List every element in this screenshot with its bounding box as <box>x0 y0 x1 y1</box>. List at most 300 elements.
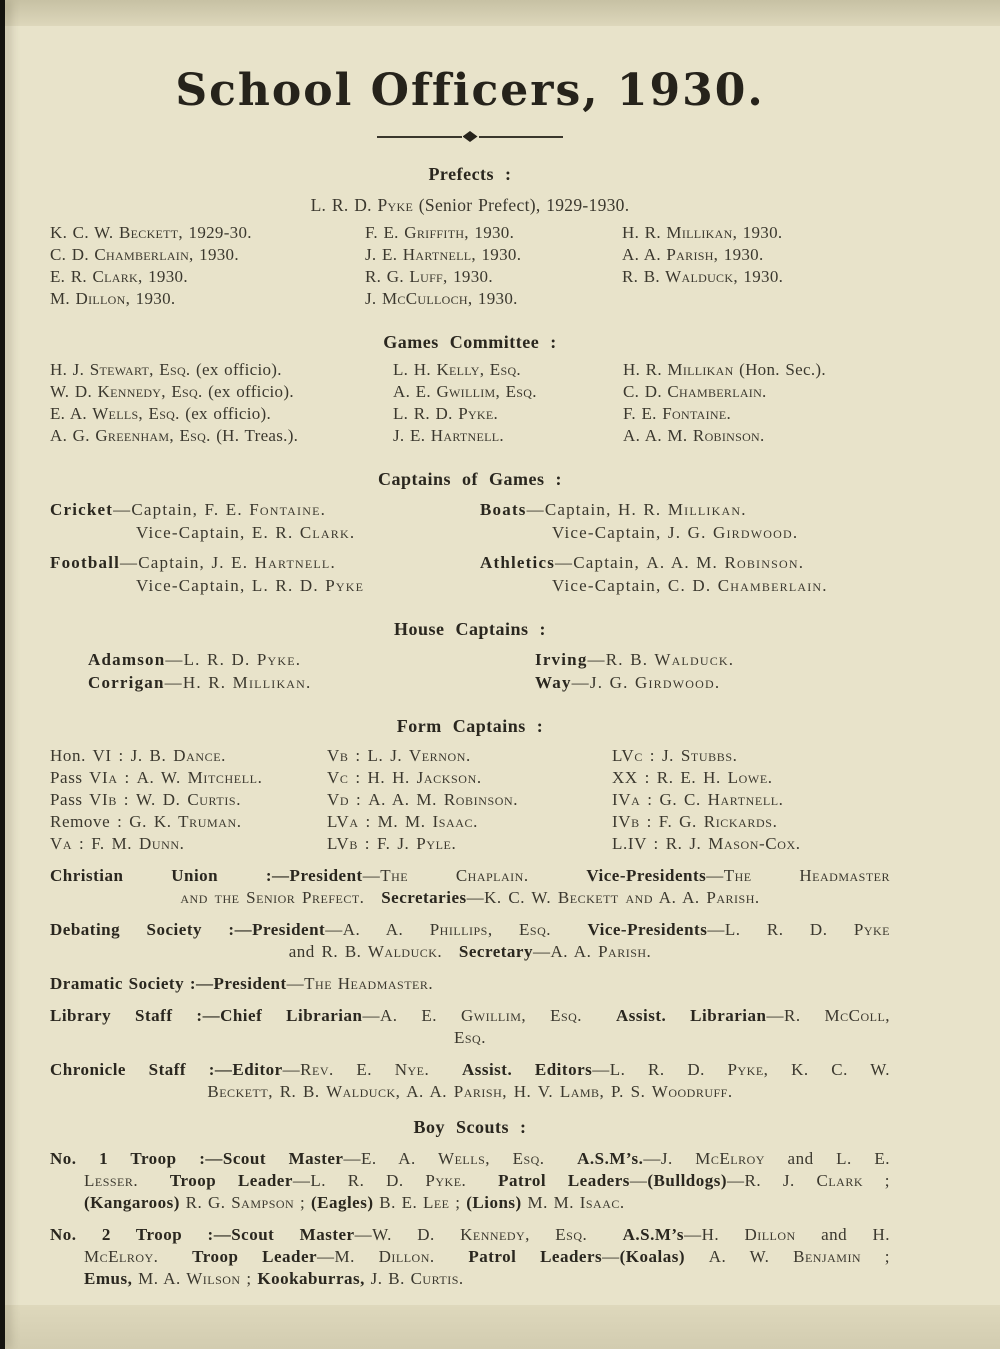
text-run: H. J. Stewart, Esq. <box>50 360 191 379</box>
text-run: (Bulldogs) <box>647 1171 728 1190</box>
committee-member-line <box>393 381 623 403</box>
bottom-edge-band <box>0 1305 1000 1349</box>
text-run: Boats <box>480 500 527 519</box>
text-run: Rev. E. Nye. <box>300 1060 430 1079</box>
text-run: a <box>108 768 118 787</box>
text-run: — <box>592 1060 610 1079</box>
text-run: H. R. Millikan <box>623 360 734 379</box>
text-run: LV <box>327 812 350 831</box>
text-run: E. R. Clark, 1930. <box>50 267 188 286</box>
text-run: The Headmaster <box>723 866 890 885</box>
text-run: F. E. Fontaine. <box>204 500 327 519</box>
text-run: Lesser. <box>84 1171 139 1190</box>
committee-column-1 <box>50 359 393 447</box>
text-run: L.IV : <box>612 834 666 853</box>
text-run: Beckett, R. B. Walduck, A. A. Parish, H. V. Lamb, P. S. Woodruff. <box>207 1082 733 1101</box>
text-run: C. D. Chamberlain. <box>623 382 767 401</box>
house-column-right <box>535 648 890 694</box>
text-run <box>587 1225 622 1244</box>
prefect-line <box>365 288 622 310</box>
text-run: c <box>634 746 643 765</box>
form-column-1 <box>50 745 327 855</box>
text-run: a <box>62 834 73 853</box>
library-staff-paragraph <box>50 1005 890 1049</box>
prefect-line <box>622 266 890 288</box>
text-run: Vice-Captain, <box>136 576 252 595</box>
troop-line <box>50 1148 890 1170</box>
prefects-column-3 <box>622 222 890 310</box>
text-run: Adamson <box>88 650 166 669</box>
text-run: R. E. H. Lowe. <box>656 768 773 787</box>
text-run: Secretaries <box>381 888 467 907</box>
house-column-left <box>88 648 535 694</box>
games-committee-heading: Games Committee : <box>383 332 557 352</box>
captain-entry-cricket <box>50 498 480 544</box>
text-run: — <box>571 673 590 692</box>
text-run: — <box>317 1247 335 1266</box>
christian-union-paragraph <box>50 865 890 909</box>
committee-member-line <box>623 403 890 425</box>
committee-member-line <box>393 425 623 447</box>
text-run: K. C. W. Beckett and A. A. Parish. <box>484 888 760 907</box>
text-run: H. H. Jackson. <box>367 768 482 787</box>
text-run: Christian Union :—President <box>50 866 363 885</box>
vice-captain-line <box>480 521 890 544</box>
text-run: A. G. Greenham, Esq. <box>50 426 211 445</box>
text-run: : <box>348 746 368 765</box>
text-run: A. W. Benjamin ; <box>708 1247 891 1266</box>
text-run: J. E. Hartnell. <box>393 426 504 445</box>
text-run: A. A. Parish. <box>550 942 652 961</box>
text-run: (Koalas) <box>619 1247 686 1266</box>
form-captain-line <box>612 833 890 855</box>
text-run: —Captain, <box>526 500 619 519</box>
text-run: Cricket <box>50 500 114 519</box>
text-run: Troop Leader <box>169 1171 293 1190</box>
text-run <box>364 888 381 907</box>
text-run: Corrigan <box>88 673 165 692</box>
text-run: —Captain, <box>555 553 647 572</box>
captain-entry-football <box>50 551 480 597</box>
committee-member-line <box>393 403 623 425</box>
text-run: ; <box>240 1269 258 1288</box>
text-run: — <box>466 888 485 907</box>
house-captains-heading: House Captains : <box>393 619 547 639</box>
text-run: The Chaplain. <box>380 866 529 885</box>
text-run: L. H. Kelly, Esq. <box>393 360 521 379</box>
text-run: J. McCulloch, 1930. <box>365 289 518 308</box>
diamond-ornament <box>463 131 478 142</box>
society-line <box>50 973 890 995</box>
prefects-heading: Prefects : <box>428 164 512 184</box>
text-run: — <box>354 1225 373 1244</box>
text-run: b <box>631 812 640 831</box>
divider-line <box>377 136 462 138</box>
text-run: — <box>707 920 725 939</box>
committee-member-line <box>50 425 393 447</box>
text-run: J. McElroy <box>660 1149 765 1168</box>
troop-line <box>50 1224 890 1246</box>
text-run: J. Stubbs. <box>661 746 738 765</box>
society-line <box>50 1081 890 1103</box>
text-run: and <box>795 1225 873 1244</box>
text-run: IV <box>612 812 632 831</box>
committee-member-line <box>623 381 890 403</box>
text-run: F. M. Dunn. <box>91 834 185 853</box>
text-run: Debating Society :—President <box>50 920 326 939</box>
form-column-3 <box>612 745 890 855</box>
text-run: V <box>327 768 340 787</box>
text-run: : <box>117 768 137 787</box>
text-run: : <box>349 790 369 809</box>
text-run: Vice-Presidents <box>587 920 708 939</box>
text-run: a <box>631 790 641 809</box>
text-run: K. C. W. Beckett, 1929-30. <box>50 223 252 242</box>
text-run: L. R. D. Pyke, K. C. W. <box>609 1060 890 1079</box>
text-run: J. G. Girdwood. <box>667 523 799 542</box>
text-run: and the Senior Prefect. <box>180 888 365 907</box>
text-run: J. G. Girdwood. <box>589 673 721 692</box>
form-captain-line <box>612 767 890 789</box>
text-run: and <box>764 1149 837 1168</box>
text-run: R. G. Sampson <box>185 1193 295 1212</box>
prefect-line <box>50 266 365 288</box>
text-run: Vice-Captain, <box>552 576 668 595</box>
troop-line <box>50 1192 890 1214</box>
text-run: Dramatic Society :—President <box>50 974 287 993</box>
society-line <box>50 1059 890 1081</box>
captains-of-games-heading: Captains of Games : <box>378 469 562 489</box>
text-run: E. A. Wells, Esq. <box>360 1149 545 1168</box>
text-run: No. 1 Troop :—Scout Master <box>50 1149 344 1168</box>
form-captain-line <box>327 833 612 855</box>
text-run: (Lions) <box>466 1193 522 1212</box>
text-run: (Hon. Sec.). <box>733 360 826 379</box>
vice-captain-line <box>50 521 480 544</box>
text-run: — <box>727 1171 745 1190</box>
form-captain-line <box>327 811 612 833</box>
text-run: — <box>164 673 183 692</box>
captain-line <box>50 551 480 574</box>
text-run: C. D. Chamberlain. <box>667 576 828 595</box>
text-run: : <box>348 768 368 787</box>
form-captain-line <box>50 745 327 767</box>
text-run: Library Staff :—Chief Librarian <box>50 1006 363 1025</box>
text-run: G. K. Truman. <box>129 812 242 831</box>
society-line <box>50 941 890 963</box>
troop-line <box>50 1268 890 1290</box>
text-run: A. A. M. Robinson. <box>623 426 765 445</box>
text-run: R. B. Walduck, 1930. <box>622 267 784 286</box>
text-run: IV <box>612 790 632 809</box>
text-run: L. E. <box>836 1149 890 1168</box>
captain-entry-boats <box>480 498 890 544</box>
form-captains-columns <box>50 745 890 855</box>
text-run: — <box>766 1006 784 1025</box>
prefect-line <box>50 244 365 266</box>
text-run: — <box>325 920 343 939</box>
text-run: H. R. Millikan, 1930. <box>622 223 783 242</box>
text-run: A.S.M’s. <box>577 1149 644 1168</box>
text-run: V <box>327 746 340 765</box>
prefect-line <box>50 222 365 244</box>
text-run: Patrol Leaders <box>468 1247 603 1266</box>
text-run: —Captain, <box>113 500 205 519</box>
prefect-line <box>365 266 622 288</box>
committee-member-line <box>50 403 393 425</box>
text-run: — <box>343 1149 361 1168</box>
text-run: H. R. Millikan. <box>182 673 312 692</box>
text-run: M. M. Isaac. <box>377 812 478 831</box>
text-run: ; <box>294 1193 311 1212</box>
form-captain-line <box>612 789 890 811</box>
text-run <box>435 1247 469 1266</box>
text-run: (H. Treas.). <box>210 426 299 445</box>
text-run: E. R. Clark. <box>251 523 356 542</box>
text-run: (ex officio). <box>190 360 282 379</box>
text-run: W. D. Kennedy, Esq. <box>50 382 203 401</box>
text-run: LV <box>612 746 635 765</box>
troop-1-paragraph <box>50 1148 890 1214</box>
text-run: J. E. Hartnell, 1930. <box>365 245 522 264</box>
text-run: L. R. D. Pyke. <box>393 404 499 423</box>
text-run: L. R. D. Pyke. <box>310 1171 467 1190</box>
text-run: — <box>362 1006 380 1025</box>
text-run: : <box>116 790 136 809</box>
text-run: — <box>602 1247 620 1266</box>
senior-prefect-line <box>50 194 890 216</box>
form-captain-line <box>612 811 890 833</box>
committee-member-line <box>623 425 890 447</box>
house-captains-columns <box>50 648 890 694</box>
text-run: : <box>72 834 92 853</box>
text-run: L. R. D. Pyke <box>724 920 890 939</box>
house-captain-line <box>535 671 890 694</box>
text-run: Secretary <box>458 942 533 961</box>
vice-captain-line <box>480 574 890 597</box>
text-run: b <box>339 746 349 765</box>
text-run <box>158 1247 192 1266</box>
text-run: No. 2 Troop :—Scout Master <box>50 1225 355 1244</box>
text-run: H. Dillon <box>701 1225 796 1244</box>
debating-society-paragraph <box>50 919 890 963</box>
text-run: : <box>642 746 662 765</box>
text-run: ; <box>449 1193 467 1212</box>
text-run: c <box>339 768 349 787</box>
text-run: Irving <box>535 650 588 669</box>
text-run: Pass VI <box>50 768 109 787</box>
text-run: A. A. Phillips, Esq. <box>342 920 551 939</box>
text-run: R. McColl, <box>783 1006 891 1025</box>
text-run: B. E. Lee <box>379 1193 450 1212</box>
text-run: Pass VI <box>50 790 109 809</box>
form-captain-line <box>50 767 327 789</box>
text-run: Kookaburras, <box>257 1269 365 1288</box>
text-run: d <box>339 790 350 809</box>
form-captain-line <box>50 833 327 855</box>
text-run: L. R. D. Pyke. <box>183 650 302 669</box>
text-run: L. J. Vernon. <box>367 746 471 765</box>
captain-line <box>50 498 480 521</box>
text-run: A. E. Gwillim, Esq. <box>393 382 537 401</box>
text-run: F. G. Rickards. <box>658 812 778 831</box>
text-run: M. M. Isaac. <box>527 1193 625 1212</box>
text-run: (Eagles) <box>310 1193 374 1212</box>
captains-columns <box>50 498 890 597</box>
text-run: L. R. D. Pyke <box>251 576 365 595</box>
text-run <box>551 920 587 939</box>
text-run: H. <box>872 1225 891 1244</box>
troop-line <box>50 1170 890 1192</box>
text-run: A. E. Gwillim, Esq. <box>379 1006 583 1025</box>
form-captain-line <box>50 811 327 833</box>
text-run: M. Dillon, 1930. <box>50 289 176 308</box>
form-column-2 <box>327 745 612 855</box>
text-run: M. A. Wilson <box>138 1269 241 1288</box>
text-run: Troop Leader <box>192 1247 318 1266</box>
divider-line <box>479 136 564 138</box>
text-run: J. B. Curtis. <box>370 1269 464 1288</box>
prefect-line <box>365 222 622 244</box>
text-run <box>429 1060 462 1079</box>
society-line <box>50 919 890 941</box>
page-title: School Officers, 1930. <box>175 65 765 116</box>
text-run: Patrol Leaders <box>498 1171 630 1190</box>
text-run: A. W. Mitchell. <box>136 768 263 787</box>
text-run: (Kangaroos) <box>84 1193 180 1212</box>
text-run: Assist. Librarian <box>616 1006 767 1025</box>
captain-line <box>480 498 890 521</box>
text-run: — <box>643 1149 661 1168</box>
text-run: (ex officio). <box>179 404 272 423</box>
text-run: and <box>288 942 322 961</box>
form-captain-line <box>327 789 612 811</box>
title-divider <box>377 131 563 142</box>
text-run: R. B. Walduck. <box>605 650 735 669</box>
text-run: —Captain, <box>120 553 212 572</box>
text-run: R. G. Luff, 1930. <box>365 267 493 286</box>
prefect-line <box>365 244 622 266</box>
chronicle-staff-paragraph <box>50 1059 890 1103</box>
boy-scouts-heading: Boy Scouts : <box>413 1117 527 1137</box>
text-run: b <box>349 834 358 853</box>
text-run: L. R. D. Pyke <box>310 195 414 215</box>
text-run: XX : <box>612 768 657 787</box>
text-run: F. J. Pyle. <box>376 834 457 853</box>
captain-entry-athletics <box>480 551 890 597</box>
societies-section <box>50 865 890 1103</box>
text-run <box>685 1247 709 1266</box>
text-run: Football <box>50 553 121 572</box>
text-run: R. J. Clark ; <box>744 1171 891 1190</box>
text-run: The Headmaster. <box>304 974 434 993</box>
text-run <box>442 942 459 961</box>
text-run: a <box>349 812 359 831</box>
text-run: A.S.M’s <box>622 1225 685 1244</box>
text-run: A. A. M. Robinson. <box>646 553 805 572</box>
text-run: G. C. Hartnell. <box>659 790 784 809</box>
committee-member-line <box>50 381 393 403</box>
text-run: H. R. Millikan. <box>618 500 747 519</box>
prefect-line <box>622 244 890 266</box>
text-run: Athletics <box>480 553 556 572</box>
troop-line <box>50 1246 890 1268</box>
form-captain-line <box>327 745 612 767</box>
text-run: Vice-Presidents <box>586 866 707 885</box>
text-run: R. J. Mason-Cox. <box>665 834 801 853</box>
committee-column-2 <box>393 359 623 447</box>
troop-2-paragraph <box>50 1224 890 1290</box>
text-run: W. D. Kennedy, Esq. <box>372 1225 588 1244</box>
house-captain-line <box>88 648 535 671</box>
captains-column-right <box>480 498 890 597</box>
form-captain-line <box>50 789 327 811</box>
text-run: Way <box>535 673 572 692</box>
text-run: : <box>358 812 378 831</box>
text-run: — <box>629 1171 648 1190</box>
text-run: : <box>357 834 377 853</box>
text-run: V <box>327 790 340 809</box>
text-run: W. D. Curtis. <box>135 790 242 809</box>
text-run: — <box>292 1171 311 1190</box>
text-run <box>466 1171 498 1190</box>
society-line <box>50 1027 890 1049</box>
text-run: F. E. Fontaine. <box>623 404 732 423</box>
text-run: (ex officio). <box>202 382 294 401</box>
text-run: E. A. Wells, Esq. <box>50 404 180 423</box>
text-run: A. A. M. Robinson. <box>368 790 519 809</box>
prefects-column-2 <box>365 222 622 310</box>
text-run: J. B. Dance. <box>130 746 226 765</box>
house-captain-line <box>88 671 535 694</box>
captain-line <box>480 551 890 574</box>
text-run: — <box>684 1225 702 1244</box>
text-run: Vice-Captain, <box>552 523 668 542</box>
text-run: — <box>286 974 305 993</box>
committee-member-line <box>393 359 623 381</box>
text-run: — <box>587 650 606 669</box>
text-run: Chronicle Staff :—Editor <box>50 1060 283 1079</box>
vice-captain-line <box>50 574 480 597</box>
text-run: — <box>706 866 724 885</box>
committee-column-3 <box>623 359 890 447</box>
text-run: J. E. Hartnell. <box>211 553 336 572</box>
prefect-line <box>50 288 365 310</box>
page-content <box>50 0 890 1290</box>
text-run: V <box>50 834 63 853</box>
text-run: — <box>165 650 184 669</box>
prefects-columns <box>50 222 890 310</box>
text-run: (Senior Prefect), 1929-1930. <box>413 195 630 215</box>
text-run: R. B. Walduck. <box>321 942 443 961</box>
page-left-edge <box>0 0 5 1349</box>
text-run <box>545 1149 578 1168</box>
text-run: A. A. Parish, 1930. <box>622 245 764 264</box>
text-run: Hon. VI : <box>50 746 131 765</box>
society-line <box>50 865 890 887</box>
text-run: Esq. <box>454 1028 486 1047</box>
text-run: McElroy. <box>84 1247 159 1266</box>
prefects-column-1 <box>50 222 365 310</box>
prefect-line <box>622 222 890 244</box>
text-run: M. Dillon. <box>334 1247 435 1266</box>
committee-member-line <box>50 359 393 381</box>
dramatic-society-paragraph <box>50 973 890 995</box>
text-run: LV <box>327 834 350 853</box>
form-captain-line <box>327 767 612 789</box>
text-run: : <box>639 812 659 831</box>
text-run: Remove : <box>50 812 130 831</box>
